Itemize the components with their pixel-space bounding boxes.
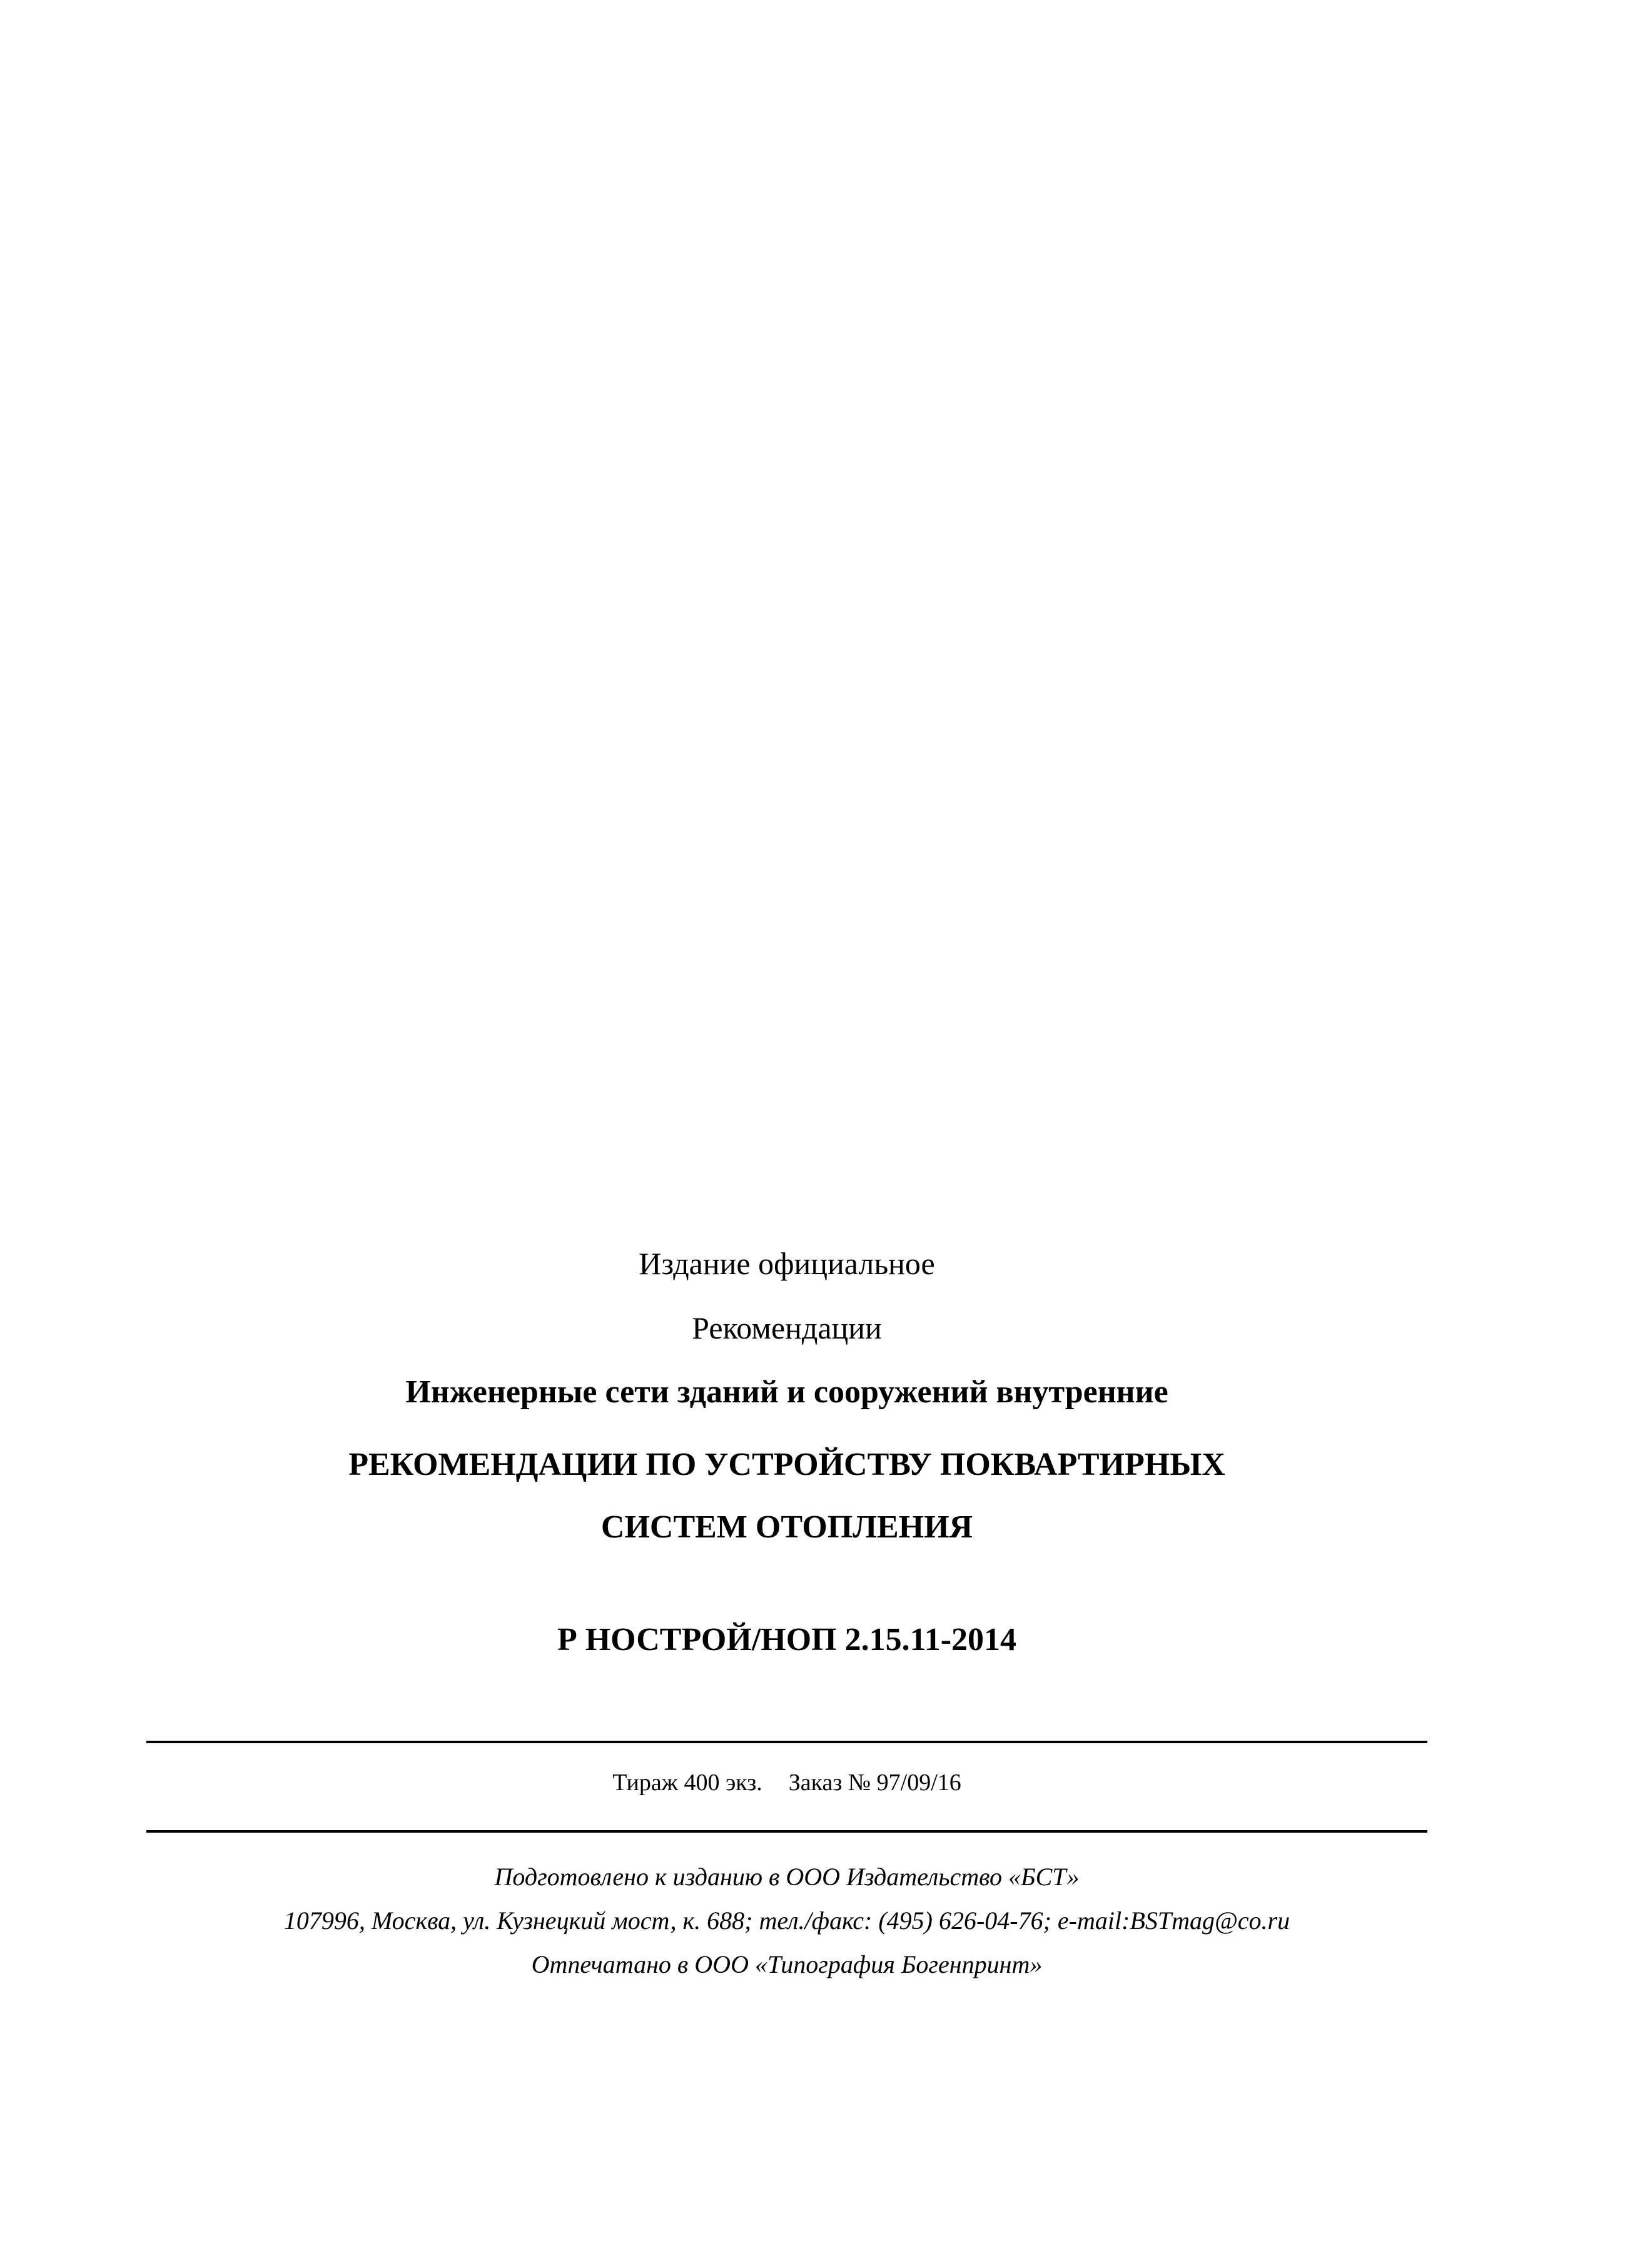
circulation-text: Тираж 400 экз.	[612, 1769, 762, 1796]
document-designation-text: Р НОСТРОЙ/НОП 2.15.11-2014	[557, 1622, 1017, 1658]
edition-text: Издание официальное	[639, 1246, 935, 1281]
imprint-printed-by: Отпечатано в ООО «Типография Богенпринт»	[531, 1950, 1043, 1978]
document-title-line-2: СИСТЕМ ОТОПЛЕНИЯ	[600, 1509, 973, 1545]
document-subject	[146, 1373, 1427, 1412]
divider-top	[146, 1741, 1427, 1743]
edition-label	[146, 1245, 1427, 1282]
document-designation	[146, 1620, 1427, 1660]
imprint-address: 107996, Москва, ул. Кузнецкий мост, к. 688; тел./факс: (495) 626-04-76; e-mail:BSTmag@co.ru	[283, 1906, 1290, 1935]
imprint	[146, 1855, 1427, 1987]
document-title	[146, 1434, 1427, 1559]
order-number-text: Заказ № 97/09/16	[788, 1769, 961, 1796]
print-run-info	[146, 1768, 1427, 1798]
document-type-text: Рекомендации	[692, 1310, 882, 1345]
document-title-line-1: РЕКОМЕНДАЦИИ ПО УСТРОЙСТВУ ПОКВАРТИРНЫХ	[348, 1447, 1225, 1482]
imprint-prepared-by: Подготовлено к изданию в ООО Издательство «БСТ»	[494, 1863, 1080, 1891]
document-subject-text: Инженерные сети зданий и сооружений внутренние	[405, 1374, 1168, 1410]
divider-bottom	[146, 1830, 1427, 1833]
document-type	[146, 1309, 1427, 1347]
